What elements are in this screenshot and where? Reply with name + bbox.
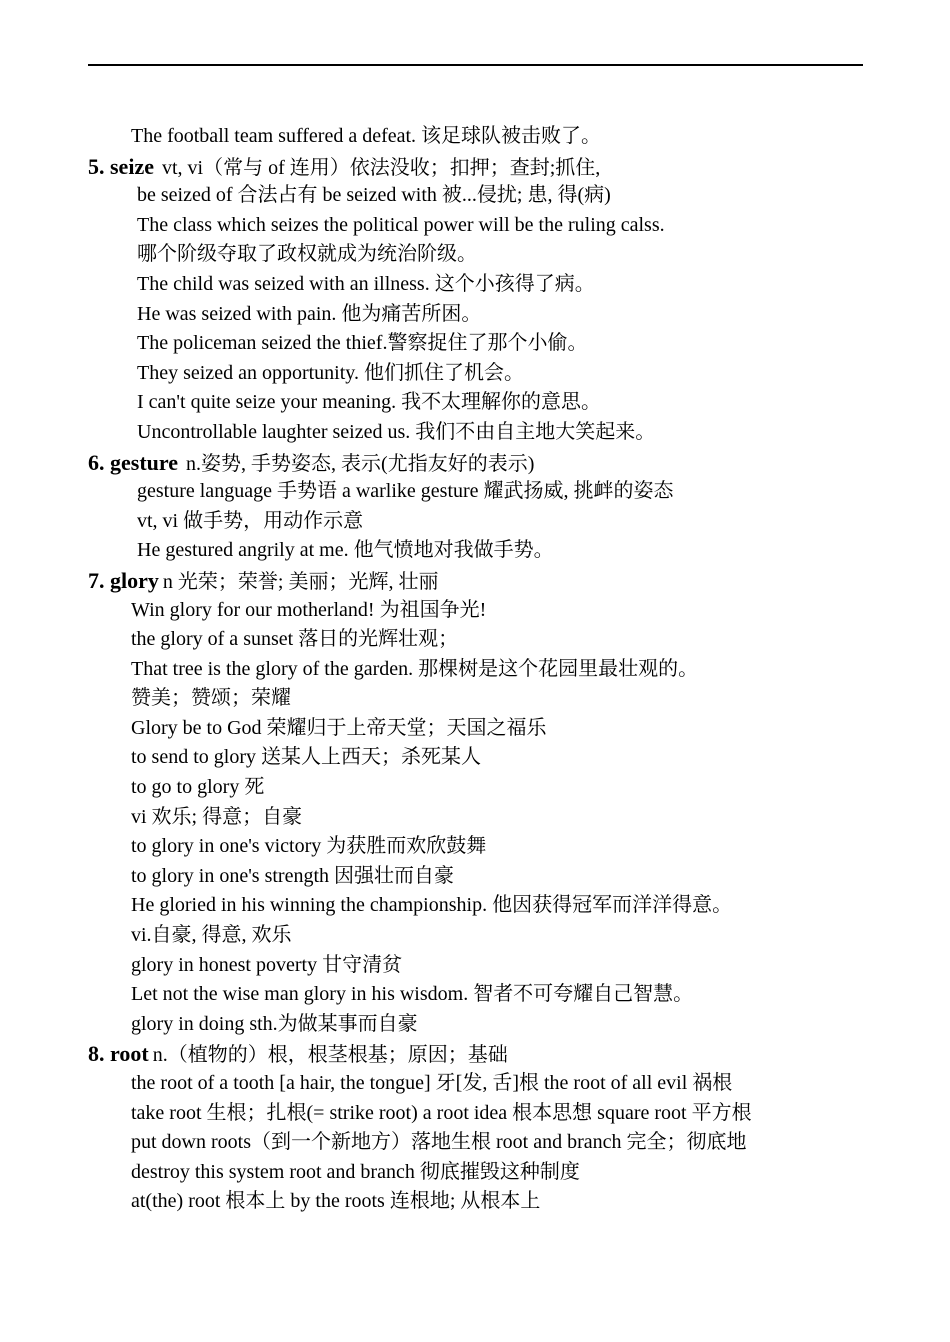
example-line: vi.自豪, 得意, 欢乐 [131, 924, 292, 947]
entry-headword: 8. root [88, 1041, 149, 1067]
entry-definition: vt, vi（常与 of 连用）依法没收；扣押；查封;抓住, [161, 156, 601, 179]
entry-definition: n 光荣；荣誉; 美丽；光辉, 壮丽 [162, 570, 439, 593]
example-line: The class which seizes the political power will be the ruling calss. [137, 213, 665, 236]
example-line: The football team suffered a defeat. 该足球队被击败了。 [131, 125, 602, 147]
example-line: the glory of a sunset 落日的光辉壮观； [131, 628, 459, 651]
example-line: 哪个阶级夺取了政权就成为统治阶级。 [137, 243, 477, 266]
example-line: take root 生根；扎根(= strike root) a root idea 根本思想 square root 平方根 [131, 1101, 752, 1124]
example-line: Glory be to God 荣耀归于上帝天堂；天国之福乐 [131, 716, 547, 739]
entry-headword: 6. gesture [88, 449, 179, 475]
example-line: He gloried in his winning the championship. 他因获得冠军而洋洋得意。 [131, 894, 733, 917]
example-line: Win glory for our motherland! 为祖国争光! [131, 598, 487, 621]
entry-headword: 5. seize [88, 153, 154, 179]
example-line: vi 欢乐; 得意；自豪 [131, 805, 303, 828]
entry-headword: 7. glory [88, 567, 159, 593]
entry-definition: n.（植物的）根，根茎根基；原因；基础 [152, 1044, 508, 1067]
example-line: to glory in one's victory 为获胜而欢欣鼓舞 [131, 835, 487, 858]
example-line: The policeman seized the thief.警察捉住了那个小偷。 [137, 332, 588, 355]
example-line: to send to glory 送某人上西天；杀死某人 [131, 746, 481, 769]
entry-root [0, 1039, 950, 1069]
example-line: vt, vi 做手势，用动作示意 [137, 509, 364, 532]
example-line: He gestured angrily at me. 他气愤地对我做手势。 [137, 539, 554, 562]
example-line: glory in honest poverty 甘守清贫 [131, 953, 403, 976]
example-line: glory in doing sth.为做某事而自豪 [131, 1012, 418, 1035]
entry-glory [0, 566, 950, 596]
example-line: The child was seized with an illness. 这个小孩得了病。 [137, 272, 595, 295]
example-line: Let not the wise man glory in his wisdom. 智者不可夸耀自己智慧。 [131, 983, 694, 1006]
header-rule [88, 64, 863, 66]
example-line: the root of a tooth [a hair, the tongue] 牙[发, 舌]根 the root of all evil 祸根 [131, 1072, 733, 1094]
example-line: I can't quite seize your meaning. 我不太理解你的意思。 [137, 391, 602, 414]
entry-seize [0, 152, 950, 182]
document-body [0, 122, 950, 1217]
example-line: to glory in one's strength 因强壮而自豪 [131, 864, 455, 887]
example-line: to go to glory 死 [131, 776, 265, 799]
example-line: put down roots（到一个新地方）落地生根 root and branch 完全；彻底地 [131, 1131, 747, 1154]
example-line: at(the) root 根本上 by the roots 连根地; 从根本上 [131, 1190, 541, 1213]
example-line: Uncontrollable laughter seized us. 我们不由自主地大笑起来。 [137, 420, 656, 443]
example-line: He was seized with pain. 他为痛苦所困。 [137, 302, 482, 325]
entry-definition: n.姿势, 手势姿态, 表示(尤指友好的表示) [186, 452, 535, 475]
example-line: be seized of 合法占有 be seized with 被...侵扰; 患, 得(病) [137, 184, 611, 207]
entry-gesture [0, 448, 950, 478]
example-line: destroy this system root and branch 彻底摧毁这种制度 [131, 1160, 580, 1183]
example-line: That tree is the glory of the garden. 那棵树是这个花园里最壮观的。 [131, 657, 699, 680]
example-line: gesture language 手势语 a warlike gesture 耀武扬威, 挑衅的姿态 [137, 480, 674, 503]
example-line: They seized an opportunity. 他们抓住了机会。 [137, 361, 524, 384]
example-line: 赞美；赞颂；荣耀 [131, 687, 291, 710]
